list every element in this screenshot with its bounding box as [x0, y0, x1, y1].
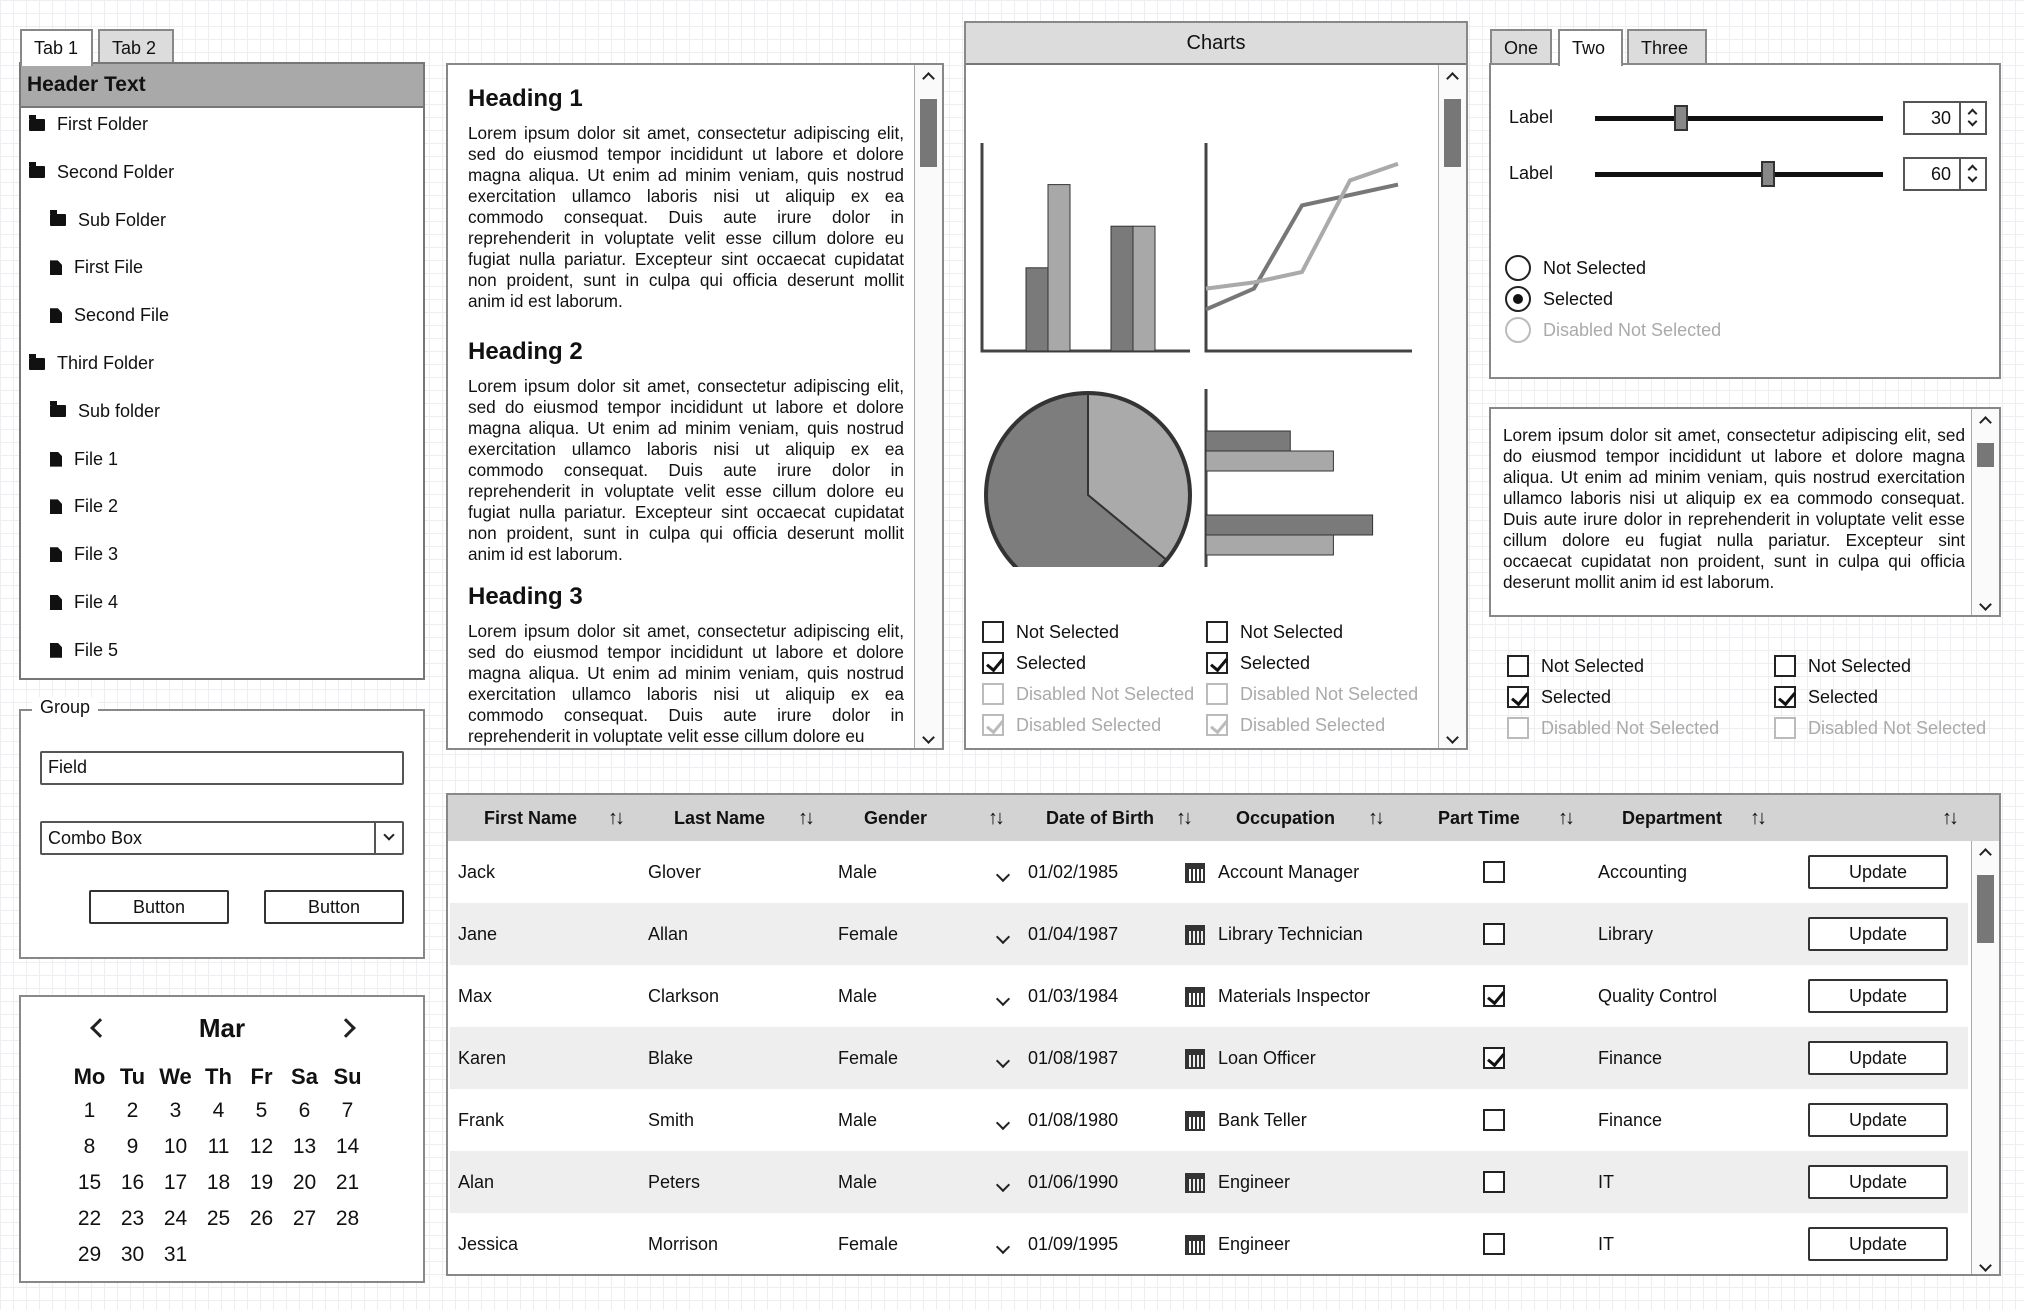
tree-item[interactable]: [50, 449, 118, 470]
checkbox-checked-icon[interactable]: [1206, 652, 1228, 674]
calendar-day[interactable]: 17: [163, 1171, 188, 1194]
text-area-scrollbar[interactable]: [1971, 409, 1999, 615]
tree-panel: [19, 62, 425, 680]
scroll-thumb[interactable]: [920, 99, 937, 167]
cell-department: Quality Control: [1598, 986, 1718, 1006]
cell-first: Karen: [458, 1048, 507, 1068]
tree-item-label: File 3: [74, 544, 119, 565]
text-area[interactable]: [1489, 407, 2001, 617]
calendar-day[interactable]: 28: [335, 1207, 360, 1230]
calendar-day[interactable]: 18: [206, 1171, 231, 1194]
spinner[interactable]: [1903, 157, 1987, 191]
document-scrollbar[interactable]: [914, 65, 942, 748]
tree-item[interactable]: [29, 353, 154, 374]
weekday-label: Sa: [291, 1064, 318, 1089]
cell-dob: 01/03/1984: [1028, 986, 1119, 1006]
checkbox-label: Disabled Not Selected: [1808, 717, 1987, 738]
sort-icon[interactable]: ↑↓: [1750, 807, 1764, 829]
calendar-day[interactable]: 23: [120, 1207, 145, 1230]
weekday-label: Mo: [73, 1064, 106, 1089]
calendar-month: Mar: [198, 1013, 246, 1043]
calendar-day[interactable]: 22: [77, 1207, 102, 1230]
calendar-day[interactable]: 7: [341, 1099, 354, 1122]
checkbox-label: Not Selected: [1016, 621, 1120, 642]
calendar-icon[interactable]: [1185, 925, 1205, 945]
update-button[interactable]: Update: [1808, 1041, 1948, 1075]
gender-dropdown-icon[interactable]: [996, 930, 1010, 944]
chart-axis: [982, 143, 1190, 351]
column-header[interactable]: First Name: [484, 808, 578, 828]
radio-option[interactable]: [1505, 255, 1646, 281]
table-row: [450, 1151, 1968, 1213]
calendar-day[interactable]: 13: [292, 1135, 317, 1158]
cell-dob: 01/04/1987: [1028, 924, 1119, 944]
charts-title: Charts: [966, 23, 1466, 65]
scroll-down-icon[interactable]: [915, 726, 942, 748]
calendar-day[interactable]: 1: [83, 1099, 96, 1122]
column-header[interactable]: Last Name: [674, 808, 766, 828]
tab-2[interactable]: [98, 29, 174, 63]
tab-three-label: Three: [1641, 38, 1689, 58]
bar-mark: [1026, 268, 1048, 351]
cell-occupation: Materials Inspector: [1218, 986, 1371, 1006]
weekday-label: Fr: [250, 1064, 273, 1089]
checkbox[interactable]: [1507, 655, 1644, 677]
column-header[interactable]: Part Time: [1438, 808, 1520, 828]
cell-gender: Male: [838, 986, 878, 1006]
text-area-content: Lorem ipsum dolor sit amet, consectetur adipiscing elit, sed do eiusmod tempor incididunt ut labore et dolore magna aliqua. Ut enim ad minim veniam, quis nostrud exercitation ullamco laboris nisi ut aliquip ex ea commodo consequat. Duis aute irure dolor in reprehenderit in voluptate velit esse cillum dolore eu fugiat nulla pariatur. Excepteur sint occaecat cupidatat non proident, sunt in culpa qui officia deserunt mollit anim id est laborum.: [1503, 425, 1965, 592]
scroll-up-icon[interactable]: [1439, 65, 1466, 87]
calendar-day[interactable]: 20: [292, 1171, 317, 1194]
update-button[interactable]: Update: [1808, 855, 1948, 889]
checkbox-checked-icon[interactable]: [1483, 1047, 1505, 1069]
tree-item-label: File 5: [74, 639, 119, 660]
calendar-day[interactable]: 16: [120, 1171, 145, 1194]
calendar-day[interactable]: 2: [126, 1099, 139, 1122]
cell-gender: Female: [838, 1234, 899, 1254]
tree-item[interactable]: [50, 257, 143, 278]
heading-2: Heading 2: [468, 338, 583, 365]
tree-item-label: First Folder: [57, 114, 149, 134]
update-button[interactable]: Update: [1808, 917, 1948, 951]
calendar-day[interactable]: 12: [249, 1135, 274, 1158]
scroll-down-icon[interactable]: [1439, 726, 1466, 748]
table-row: [450, 903, 1968, 965]
slider-track[interactable]: [1595, 172, 1883, 177]
line-series: [1206, 164, 1398, 289]
cell-dob: 01/02/1985: [1028, 862, 1119, 882]
update-button[interactable]: Update: [1808, 1227, 1948, 1261]
weekday-label: Su: [333, 1064, 362, 1089]
tree-item-label: File 2: [74, 496, 119, 517]
update-button[interactable]: Update: [1808, 979, 1948, 1013]
document-panel: [446, 63, 944, 750]
checkbox: [982, 714, 1161, 736]
checkbox-empty-icon[interactable]: [1483, 1109, 1505, 1131]
checkbox[interactable]: [982, 621, 1119, 643]
column-header[interactable]: Occupation: [1236, 808, 1336, 828]
checkbox-empty-icon: [1206, 683, 1228, 705]
group-title: Group: [32, 697, 98, 718]
tree-item-label: Sub folder: [78, 400, 161, 421]
radio-label: Disabled Not Selected: [1543, 319, 1722, 340]
calendar-day[interactable]: 27: [292, 1207, 317, 1230]
tree-item[interactable]: [50, 496, 118, 517]
gender-dropdown-icon[interactable]: [996, 1240, 1010, 1254]
slider-thumb[interactable]: [1761, 161, 1775, 187]
document-content: [468, 85, 904, 747]
cell-dob: 01/08/1980: [1028, 1110, 1119, 1130]
cell-occupation: Library Technician: [1218, 924, 1363, 944]
spinner-value: 30: [1930, 108, 1951, 128]
calendar-day[interactable]: 31: [163, 1243, 188, 1266]
calendar-day[interactable]: 21: [335, 1171, 360, 1194]
checkbox: [1206, 714, 1385, 736]
checkbox-empty-icon: [1507, 717, 1529, 739]
table-header: [448, 795, 1999, 841]
calendar-day[interactable]: 14: [335, 1135, 360, 1158]
checkbox[interactable]: [1507, 686, 1611, 708]
calendar-icon[interactable]: [1185, 1173, 1205, 1193]
checkbox: [982, 683, 1194, 705]
cell-last: Clarkson: [648, 986, 720, 1006]
hbar-mark: [1206, 431, 1290, 451]
weekday-label: We: [159, 1064, 192, 1089]
table-row: [450, 1089, 1968, 1151]
tree-item[interactable]: [29, 114, 148, 135]
table-row: [450, 841, 1968, 903]
bar-mark: [1111, 226, 1133, 351]
cell-dob: 01/08/1987: [1028, 1048, 1119, 1068]
checkbox[interactable]: [982, 652, 1086, 674]
scroll-down-icon[interactable]: [1972, 593, 1999, 615]
combo-box-value: Combo Box: [48, 828, 143, 848]
tab-1[interactable]: [20, 29, 93, 66]
calendar-day[interactable]: 11: [207, 1135, 230, 1158]
charts-area: [966, 67, 1436, 567]
checkbox: [1774, 717, 1986, 739]
checkbox-empty-icon[interactable]: [1483, 1233, 1505, 1255]
gender-dropdown-icon[interactable]: [996, 1178, 1010, 1192]
checkbox-label: Selected: [1240, 652, 1311, 673]
calendar-icon[interactable]: [1185, 987, 1205, 1007]
data-table: [446, 793, 2001, 1276]
tab-2-label: Tab 2: [112, 38, 157, 58]
checkbox-checked-icon[interactable]: [1483, 985, 1505, 1007]
folder-icon: [50, 214, 66, 226]
cell-last: Smith: [648, 1110, 695, 1130]
radio-empty-icon: [1505, 317, 1531, 343]
calendar-day[interactable]: 24: [163, 1207, 188, 1230]
column-header[interactable]: Gender: [864, 808, 928, 828]
settings-panel: [1489, 63, 2001, 379]
spinner-arrows[interactable]: [1959, 159, 1985, 189]
checkbox[interactable]: [1774, 655, 1911, 677]
checkbox[interactable]: [1206, 621, 1343, 643]
bar-mark: [1133, 226, 1155, 351]
calendar-day[interactable]: 19: [249, 1171, 274, 1194]
tab-three[interactable]: [1627, 29, 1707, 63]
tree-item[interactable]: [50, 640, 118, 661]
checkbox-empty-icon[interactable]: [1507, 655, 1529, 677]
sort-icon[interactable]: ↑↓: [1942, 807, 1956, 829]
cell-department: Finance: [1598, 1048, 1663, 1068]
calendar-day[interactable]: 15: [77, 1171, 102, 1194]
checkbox-label: Selected: [1808, 686, 1879, 707]
tree-item[interactable]: [50, 401, 160, 422]
calendar-icon[interactable]: [1185, 1235, 1205, 1255]
file-icon: [50, 547, 62, 562]
cell-first: Frank: [458, 1110, 505, 1130]
tree-item-label: Second File: [74, 305, 170, 326]
paragraph-3: Lorem ipsum dolor sit amet, consectetur adipiscing elit, sed do eiusmod tempor incididunt ut labore et dolore magna aliqua. Ut enim ad minim veniam, quis nostrud exercitation ullamco laboris nisi ut aliquip ex ea commodo consequat. Duis aute irure dolor in reprehenderit in voluptate velit esse cillum dolore eu: [468, 621, 904, 746]
tree-item-label: Second Folder: [57, 161, 175, 182]
calendar-day[interactable]: 30: [120, 1243, 145, 1266]
checkbox-checked-icon: [982, 714, 1004, 736]
spinner-arrows[interactable]: [1959, 103, 1985, 133]
calendar-icon[interactable]: [1185, 1049, 1205, 1069]
tree-item[interactable]: [50, 592, 118, 613]
scroll-up-icon[interactable]: [1972, 841, 1999, 863]
checkbox-empty-icon: [1774, 717, 1796, 739]
spin-down-icon[interactable]: [1968, 117, 1978, 127]
tree-item[interactable]: [50, 210, 166, 231]
calendar-day[interactable]: 29: [77, 1243, 102, 1266]
cell-dob: 01/06/1990: [1028, 1172, 1119, 1192]
calendar: [19, 995, 425, 1283]
charts-panel: [964, 21, 1468, 750]
tab-one-label: One: [1504, 38, 1539, 58]
checkbox-label: Selected: [1541, 686, 1612, 707]
checkbox-empty-icon[interactable]: [1774, 655, 1796, 677]
combo-box[interactable]: [40, 821, 404, 855]
cell-first: Alan: [458, 1172, 495, 1192]
cell-department: Finance: [1598, 1110, 1663, 1130]
table-row: [450, 1213, 1968, 1275]
group-button-1[interactable]: Button: [89, 890, 229, 924]
slider-label: Label: [1509, 163, 1554, 183]
slider-label: Label: [1509, 107, 1554, 127]
heading-1: Heading 1: [468, 85, 583, 112]
file-icon: [50, 643, 62, 658]
table-row: [450, 1027, 1968, 1089]
checkbox-label: Disabled Selected: [1016, 714, 1162, 735]
gender-dropdown-icon[interactable]: [996, 1116, 1010, 1130]
calendar-days: [68, 1093, 369, 1273]
file-icon: [50, 308, 62, 323]
cell-occupation: Engineer: [1218, 1172, 1291, 1192]
calendar-day[interactable]: 9: [126, 1135, 139, 1158]
checkbox-empty-icon[interactable]: [982, 621, 1004, 643]
cell-last: Morrison: [648, 1234, 719, 1254]
calendar-day[interactable]: 26: [249, 1207, 274, 1230]
sort-icon[interactable]: ↑↓: [988, 807, 1002, 829]
file-icon: [50, 452, 62, 467]
calendar-icon[interactable]: [1185, 1111, 1205, 1131]
tree-item-label: Sub Folder: [78, 209, 167, 230]
table-scrollbar[interactable]: [1971, 841, 1999, 1276]
cell-gender: Male: [838, 1172, 878, 1192]
radio-option[interactable]: [1505, 286, 1613, 312]
gender-dropdown-icon[interactable]: [996, 992, 1010, 1006]
checkbox-label: Not Selected: [1240, 621, 1344, 642]
checkbox-checked-icon: [1206, 714, 1228, 736]
group-button-2[interactable]: Button: [264, 890, 404, 924]
calendar-day[interactable]: 5: [255, 1099, 268, 1122]
folder-icon: [29, 119, 45, 131]
radio-option: [1505, 317, 1721, 343]
radio-selected-icon[interactable]: [1505, 286, 1531, 312]
cell-first: Jack: [458, 862, 496, 882]
charts-scrollbar[interactable]: [1438, 65, 1466, 748]
scroll-thumb[interactable]: [1977, 875, 1994, 943]
tree-item-label: File 1: [74, 448, 119, 469]
scroll-up-icon[interactable]: [915, 65, 942, 87]
checkbox-label: Selected: [1016, 652, 1087, 673]
cell-dob: 01/09/1995: [1028, 1234, 1119, 1254]
tree-item-label: File 4: [74, 592, 119, 612]
checkbox-empty-icon[interactable]: [1483, 923, 1505, 945]
combo-box-button[interactable]: [374, 823, 402, 853]
checkbox-empty-icon[interactable]: [1206, 621, 1228, 643]
cell-first: Jessica: [458, 1234, 519, 1254]
cell-department: Library: [1598, 924, 1654, 944]
tree-item-label: Third Folder: [57, 353, 155, 373]
radio-label: Not Selected: [1543, 257, 1647, 278]
checkbox[interactable]: [1206, 652, 1310, 674]
hbar-mark: [1206, 451, 1333, 471]
cell-department: Accounting: [1598, 862, 1688, 882]
line-series: [1206, 185, 1398, 310]
cell-last: Allan: [648, 924, 689, 944]
text-field[interactable]: Field: [40, 751, 404, 785]
cell-department: IT: [1598, 1234, 1614, 1254]
sort-icon[interactable]: ↑↓: [1368, 807, 1382, 829]
sort-icon[interactable]: ↑↓: [1176, 807, 1190, 829]
tree-item[interactable]: [50, 544, 118, 565]
calendar-day[interactable]: 10: [163, 1135, 188, 1158]
checkbox-label: Disabled Selected: [1240, 714, 1386, 735]
gender-dropdown-icon[interactable]: [996, 868, 1010, 882]
cell-occupation: Loan Officer: [1218, 1048, 1316, 1068]
paragraph-2: Lorem ipsum dolor sit amet, consectetur adipiscing elit, sed do eiusmod tempor incididunt ut labore et dolore magna aliqua. Ut enim ad minim veniam, quis nostrud exercitation ullamco laboris nisi ut aliquip ex ea commodo consequat. Duis aute irure dolor in reprehenderit in voluptate velit esse cillum dolore eu fugiat nulla pariatur. Excepteur sint occaecat cupidatat non proident, sunt in culpa qui officia deserunt mollit anim id est laborum.: [468, 376, 904, 564]
update-button[interactable]: Update: [1808, 1165, 1948, 1199]
update-button[interactable]: Update: [1808, 1103, 1948, 1137]
checkbox[interactable]: [1774, 686, 1878, 708]
checkbox-checked-icon[interactable]: [982, 652, 1004, 674]
tab-one[interactable]: [1490, 29, 1552, 63]
file-icon: [50, 595, 62, 610]
cell-gender: Female: [838, 924, 899, 944]
cell-last: Blake: [648, 1048, 694, 1068]
calendar-icon[interactable]: [1185, 863, 1205, 883]
column-header[interactable]: Date of Birth: [1046, 808, 1154, 828]
calendar-day[interactable]: 3: [169, 1099, 182, 1122]
tab-1-label: Tab 1: [34, 38, 79, 58]
chevron-down-icon: [383, 829, 394, 840]
file-icon: [50, 260, 62, 275]
weekday-label: Tu: [119, 1064, 146, 1089]
tree-item[interactable]: [50, 305, 169, 326]
checkbox: [1507, 717, 1719, 739]
checkbox-label: Disabled Not Selected: [1541, 717, 1720, 738]
column-header[interactable]: Department: [1622, 808, 1723, 828]
cell-last: Glover: [648, 862, 702, 882]
scroll-thumb[interactable]: [1444, 99, 1461, 167]
tab-two[interactable]: [1558, 29, 1623, 66]
heading-3: Heading 3: [468, 583, 583, 610]
calendar-weekdays: [68, 1059, 369, 1095]
checkbox-empty-icon[interactable]: [1483, 1171, 1505, 1193]
file-icon: [50, 499, 62, 514]
spin-down-icon[interactable]: [1968, 173, 1978, 183]
calendar-day[interactable]: 8: [83, 1135, 96, 1158]
cell-first: Jane: [458, 924, 498, 944]
tab-two-label: Two: [1572, 38, 1606, 58]
chart-axis: [1206, 143, 1412, 351]
radio-label: Selected: [1543, 288, 1614, 309]
slider-thumb[interactable]: [1674, 105, 1688, 131]
checkbox-empty-icon: [982, 683, 1004, 705]
cell-occupation: Account Manager: [1218, 862, 1360, 882]
scroll-down-icon[interactable]: [1972, 1254, 1999, 1276]
folder-icon: [29, 166, 45, 178]
checkbox-label: Disabled Not Selected: [1016, 683, 1195, 704]
sort-icon[interactable]: ↑↓: [1558, 807, 1572, 829]
checkbox-empty-icon[interactable]: [1483, 861, 1505, 883]
paragraph-1: Lorem ipsum dolor sit amet, consectetur adipiscing elit, sed do eiusmod tempor incididunt ut labore et dolore magna aliqua. Ut enim ad minim veniam, quis nostrud exercitation ullamco laboris nisi ut aliquip ex ea commodo consequat. Duis aute irure dolor in reprehenderit in voluptate velit esse cillum dolore eu fugiat nulla pariatur. Excepteur sint occaecat cupidatat non proident, sunt in culpa qui officia deserunt mollit anim id est laborum.: [468, 123, 904, 311]
hbar-mark: [1206, 535, 1333, 555]
gender-dropdown-icon[interactable]: [996, 1054, 1010, 1068]
radio-empty-icon[interactable]: [1505, 255, 1531, 281]
bar-mark: [1048, 185, 1070, 351]
checkbox-label: Disabled Not Selected: [1240, 683, 1419, 704]
cell-occupation: Bank Teller: [1218, 1110, 1307, 1130]
calendar-day[interactable]: 6: [298, 1099, 311, 1122]
table-row: [450, 965, 1968, 1027]
weekday-label: Th: [205, 1064, 232, 1089]
scroll-thumb[interactable]: [1977, 443, 1994, 467]
cell-first: Max: [458, 986, 493, 1006]
calendar-day[interactable]: 4: [212, 1099, 225, 1122]
checkbox-label: Not Selected: [1808, 655, 1912, 676]
calendar-day[interactable]: 25: [206, 1207, 231, 1230]
hbar-mark: [1206, 515, 1373, 535]
cell-last: Peters: [648, 1172, 701, 1192]
sort-icon[interactable]: ↑↓: [608, 807, 622, 829]
tree-header: Header Text: [21, 64, 423, 108]
cell-department: IT: [1598, 1172, 1614, 1192]
folder-icon: [29, 358, 45, 370]
checkbox-checked-icon[interactable]: [1774, 686, 1796, 708]
cell-gender: Male: [838, 1110, 878, 1130]
checkbox: [1206, 683, 1418, 705]
cell-occupation: Engineer: [1218, 1234, 1291, 1254]
spinner[interactable]: [1903, 101, 1987, 135]
cell-gender: Male: [838, 862, 878, 882]
checkbox-checked-icon[interactable]: [1507, 686, 1529, 708]
slider-track[interactable]: [1595, 116, 1883, 121]
folder-icon: [50, 405, 66, 417]
cell-gender: Female: [838, 1048, 899, 1068]
tree-item[interactable]: [29, 162, 174, 183]
spinner-value: 60: [1930, 164, 1951, 184]
tree-item-label: First File: [74, 257, 143, 278]
sort-icon[interactable]: ↑↓: [798, 807, 812, 829]
scroll-up-icon[interactable]: [1972, 409, 1999, 431]
checkbox-label: Not Selected: [1541, 655, 1645, 676]
